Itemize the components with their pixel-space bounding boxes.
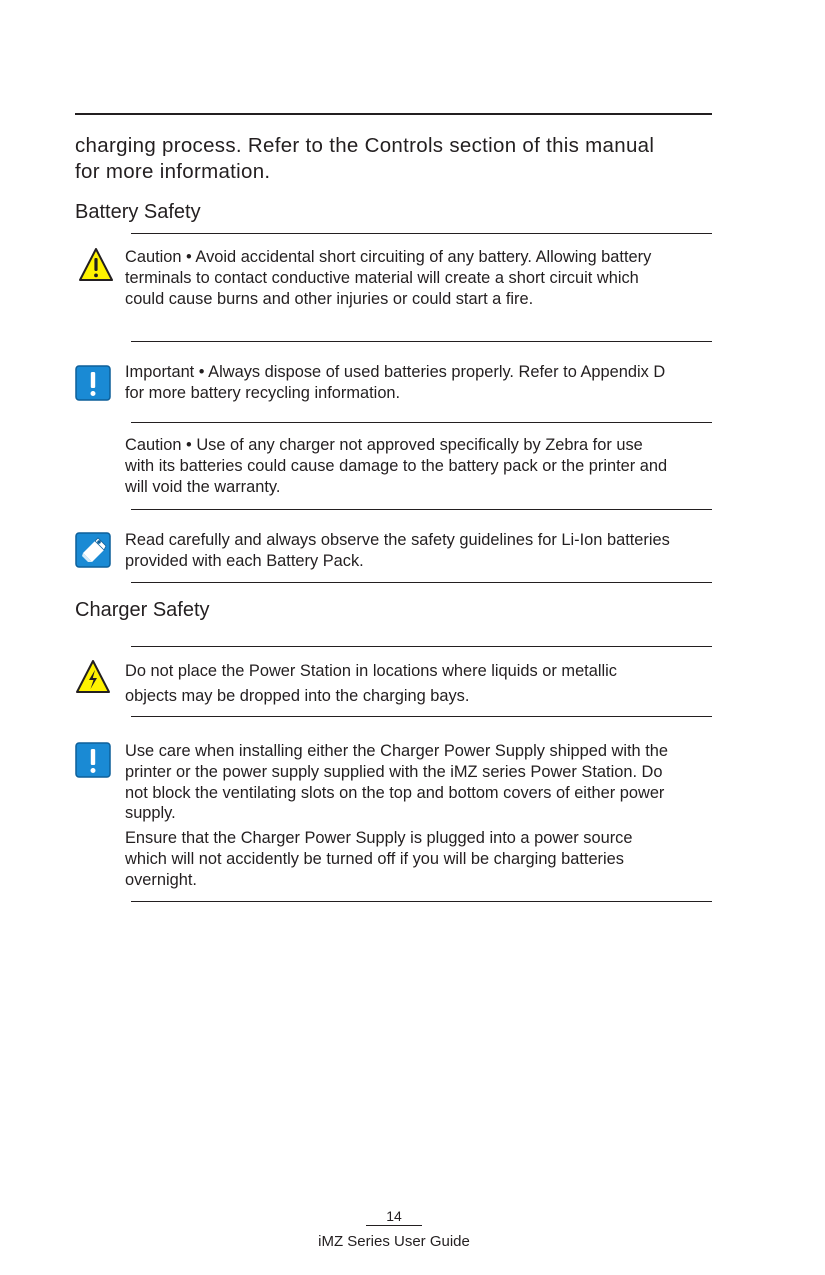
important-care-text-2: Ensure that the Charger Power Supply is plugged into a power source which will not accidently be turned off if you will be charging batteries overnight. — [125, 829, 633, 889]
note-hand-icon — [75, 532, 111, 568]
important-care-text-1: Use care when installing either the Charger Power Supply shipped with the printer or the power supply supplied with the iMZ series Power Station. Do not block the ventilating slots on the top and bottom covers of either power supply. — [125, 742, 669, 823]
divider — [131, 646, 712, 647]
divider — [131, 341, 712, 342]
guide-title: iMZ Series User Guide — [318, 1233, 470, 1250]
warning-liquids-text: Do not place the Power Station in locations where liquids or metallic objects may be dropped into the charging bays. — [125, 662, 617, 705]
footer-divider — [366, 1225, 422, 1226]
intro-paragraph — [75, 133, 715, 185]
electrical-hazard-icon — [75, 659, 111, 695]
caution-triangle-icon — [78, 247, 114, 283]
divider — [131, 901, 712, 902]
note-read-text: Read carefully and always observe the safety guidelines for Li-Ion batteries provided with each Battery Pack. — [125, 531, 670, 570]
divider — [131, 716, 712, 717]
page-number: 14 — [386, 1208, 402, 1224]
divider — [131, 509, 712, 510]
top-divider — [75, 113, 712, 115]
intro-line-1: charging process. Refer to the Controls section of this manual — [75, 134, 655, 157]
important-dispose-text: Important • Always dispose of used batteries properly. Refer to Appendix D for more battery recycling information. — [125, 363, 666, 402]
caution-short-circuit-text: Caution • Avoid accidental short circuiting of any battery. Allowing battery terminals to contact conductive material will create a short circuit which could cause burns and other injuries or could start a fire. — [125, 248, 652, 308]
caution-charger-text: Caution • Use of any charger not approved specifically by Zebra for use with its batteries could cause damage to the battery pack or the printer and will void the warranty. — [125, 436, 668, 496]
important-exclamation-icon — [75, 742, 111, 778]
important-exclamation-icon — [75, 365, 111, 401]
intro-line-2: for more information. — [75, 160, 271, 183]
divider — [131, 233, 712, 234]
divider — [131, 582, 712, 583]
battery-safety-heading: Battery Safety — [75, 201, 201, 223]
charger-safety-heading: Charger Safety — [75, 599, 210, 621]
divider — [131, 422, 712, 423]
